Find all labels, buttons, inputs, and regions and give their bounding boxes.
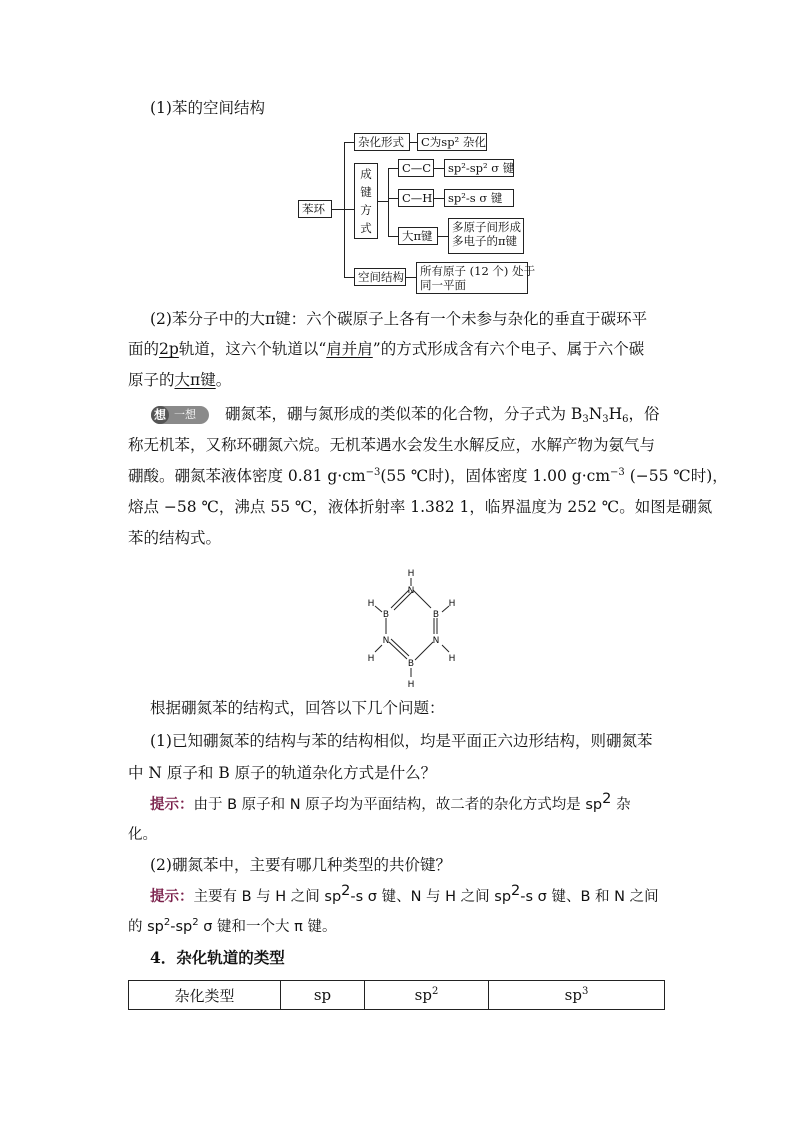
cell-text: sp — [313, 986, 332, 1004]
connector — [388, 168, 389, 236]
section4-heading: 4．杂化轨道的类型 — [150, 948, 285, 967]
atom-label: N — [382, 636, 390, 646]
connector — [434, 168, 444, 169]
superscript: 2 — [431, 986, 439, 997]
bond-mode-char: 成 — [360, 167, 372, 181]
answer-2-line-2 — [128, 916, 336, 938]
answer-text: 杂 — [611, 797, 631, 813]
cell-text: sp — [564, 986, 582, 1004]
text: ，俗 — [628, 405, 660, 423]
pi-label-box: 大π键 — [398, 227, 438, 245]
pi-value-line: 多原子间形成 — [452, 220, 521, 234]
connector — [344, 209, 354, 210]
bond-mode-char: 键 — [360, 185, 372, 199]
blank-answer: 大π键 — [174, 371, 216, 389]
text: 面的 — [128, 340, 160, 358]
text: (55 ℃时)，固体密度 1.00 g·cm — [380, 467, 611, 485]
space-value-line: 所有原子 (12 个) 处于 — [420, 264, 536, 278]
borazine-structure — [358, 565, 468, 690]
think-line-3 — [128, 465, 728, 487]
question-1-line-1: (1)已知硼氮苯的结构与苯的结构相似，均是平面正六边形结构，则硼氮苯 — [150, 732, 653, 750]
bond — [391, 590, 409, 608]
text: 原子的 — [128, 371, 175, 389]
table-row — [129, 981, 665, 1010]
think-line-5: 苯的结构式。 — [128, 529, 222, 547]
subscript: 6 — [622, 414, 629, 425]
atom-label: H — [367, 599, 375, 609]
pi-bond-line-3 — [128, 369, 231, 391]
atom-label: H — [448, 654, 456, 664]
superscript: 2 — [163, 917, 171, 928]
table-header-cell — [365, 981, 489, 1010]
superscript: 2 — [192, 917, 199, 928]
connector — [410, 142, 417, 143]
answer-text: 主要有 B 与 H 之间 sp — [193, 889, 342, 905]
section1-heading: (1)苯的空间结构 — [150, 99, 265, 117]
bond-mode-box — [354, 163, 378, 239]
subscript: 3 — [602, 414, 609, 425]
atom-label: B — [407, 659, 415, 669]
blank-answer: 肩并肩 — [326, 340, 373, 358]
subscript: 3 — [582, 414, 589, 425]
text: (−55 ℃时)， — [624, 467, 728, 485]
atom-label: H — [367, 654, 375, 664]
table-header-cell — [129, 981, 281, 1010]
text: ”的方式形成含有六个电子、属于六个碳 — [372, 340, 645, 358]
answer-text: -s σ 键、B 和 N 之间 — [520, 889, 659, 905]
question-1-line-2: 中 N 原子和 B 原子的轨道杂化方式是什么？ — [128, 764, 437, 782]
connector — [332, 209, 344, 210]
think-line-1 — [225, 403, 660, 425]
bond — [442, 645, 449, 652]
bond — [391, 639, 409, 656]
superscript: −3 — [365, 467, 381, 478]
think-badge — [151, 406, 209, 424]
blank-answer: 2p — [159, 340, 179, 358]
think-badge-icon: 想 — [151, 406, 169, 424]
bond — [389, 642, 407, 659]
bond — [415, 642, 433, 660]
space-label-box: 空间结构 — [354, 268, 406, 286]
hint-label: 提示： — [150, 797, 194, 813]
answer-text: -s σ 键、N 与 H 之间 sp — [350, 889, 512, 905]
pi-bond-line-2 — [128, 338, 644, 360]
hint-label: 提示： — [150, 889, 194, 905]
atom-label: N — [432, 636, 440, 646]
bond — [413, 590, 431, 608]
hybrid-value-box: C为sp² 杂化 — [417, 133, 487, 151]
answer-1-line-1 — [150, 793, 630, 816]
atom-label: H — [407, 569, 415, 579]
hybrid-label-box: 杂化形式 — [354, 133, 410, 151]
superscript: −3 — [610, 467, 625, 478]
connector — [406, 277, 416, 278]
text: 硼氮苯，硼与氮形成的类似苯的化合物，分子式为 B — [225, 405, 583, 423]
answer-2-line-1 — [150, 885, 659, 908]
table-header-cell — [281, 981, 365, 1010]
hybrid-types-table — [128, 980, 665, 1010]
cell-text: 杂化类型 — [174, 986, 235, 1005]
bond-mode-char: 式 — [360, 221, 372, 235]
superscript: 2 — [602, 791, 612, 807]
text: N — [588, 405, 603, 423]
question-2: (2)硼氮苯中，主要有哪几种类型的共价键？ — [150, 856, 451, 874]
diagram-root-box: 苯环 — [298, 200, 332, 218]
cc-label-box: C—C — [398, 159, 434, 177]
connector — [388, 168, 398, 169]
ch-label-box: C—H — [398, 189, 434, 207]
text: H — [608, 405, 623, 423]
answer-text: 由于 B 原子和 N 原子均为平面结构，故二者的杂化方式均是 sp — [193, 797, 603, 813]
think-line-2: 称无机苯，又称环硼氮六烷。无机苯遇水会发生水解反应，水解产物为氨气与 — [128, 436, 656, 454]
cell-text: sp — [414, 986, 432, 1004]
bond-mode-char: 方 — [360, 203, 372, 217]
bond — [375, 645, 382, 652]
answer-text: -sp — [170, 919, 193, 935]
space-value-box — [416, 262, 536, 294]
space-value-line: 同一平面 — [420, 278, 466, 292]
ch-value-box: sp²-s σ 键 — [444, 189, 514, 207]
atom-label: H — [407, 680, 415, 690]
answer-text: σ 键和一个大 π 键。 — [198, 919, 337, 935]
superscript: 3 — [581, 986, 589, 997]
connector — [344, 142, 354, 143]
pi-value-box — [448, 218, 524, 254]
answer-1-line-2: 化。 — [128, 827, 157, 843]
text: 轨道，这六个轨道以“ — [178, 340, 327, 358]
superscript: 2 — [341, 883, 351, 899]
connector — [388, 198, 398, 199]
bond — [375, 606, 382, 612]
pi-value-line: 多电子的π键 — [452, 234, 518, 248]
atom-label: N — [407, 586, 415, 596]
text: 硼酸。硼氮苯液体密度 0.81 g·cm — [128, 467, 366, 485]
pi-bond-line-1: (2)苯分子中的大π键：六个碳原子上各有一个未参与杂化的垂直于碳环平 — [150, 310, 648, 328]
answer-text: 的 sp — [128, 919, 164, 935]
connector — [388, 236, 398, 237]
think-line-4: 熔点 −58 ℃，沸点 55 ℃，液体折射率 1.382 1，临界温度为 252 ℃。如图是硼氮 — [128, 498, 713, 516]
think-badge-label: 一想 — [174, 408, 196, 421]
connector — [438, 236, 448, 237]
atom-label: B — [382, 610, 390, 620]
superscript: 2 — [511, 883, 521, 899]
atom-label: B — [432, 610, 440, 620]
atom-label: H — [448, 599, 456, 609]
table-header-cell — [489, 981, 665, 1010]
connector — [344, 277, 354, 278]
text: 。 — [215, 371, 232, 389]
cc-value-box: sp²-sp² σ 键 — [444, 159, 514, 177]
questions-intro: 根据硼氮苯的结构式，回答以下几个问题： — [150, 699, 445, 717]
connector — [378, 201, 388, 202]
connector — [434, 198, 444, 199]
